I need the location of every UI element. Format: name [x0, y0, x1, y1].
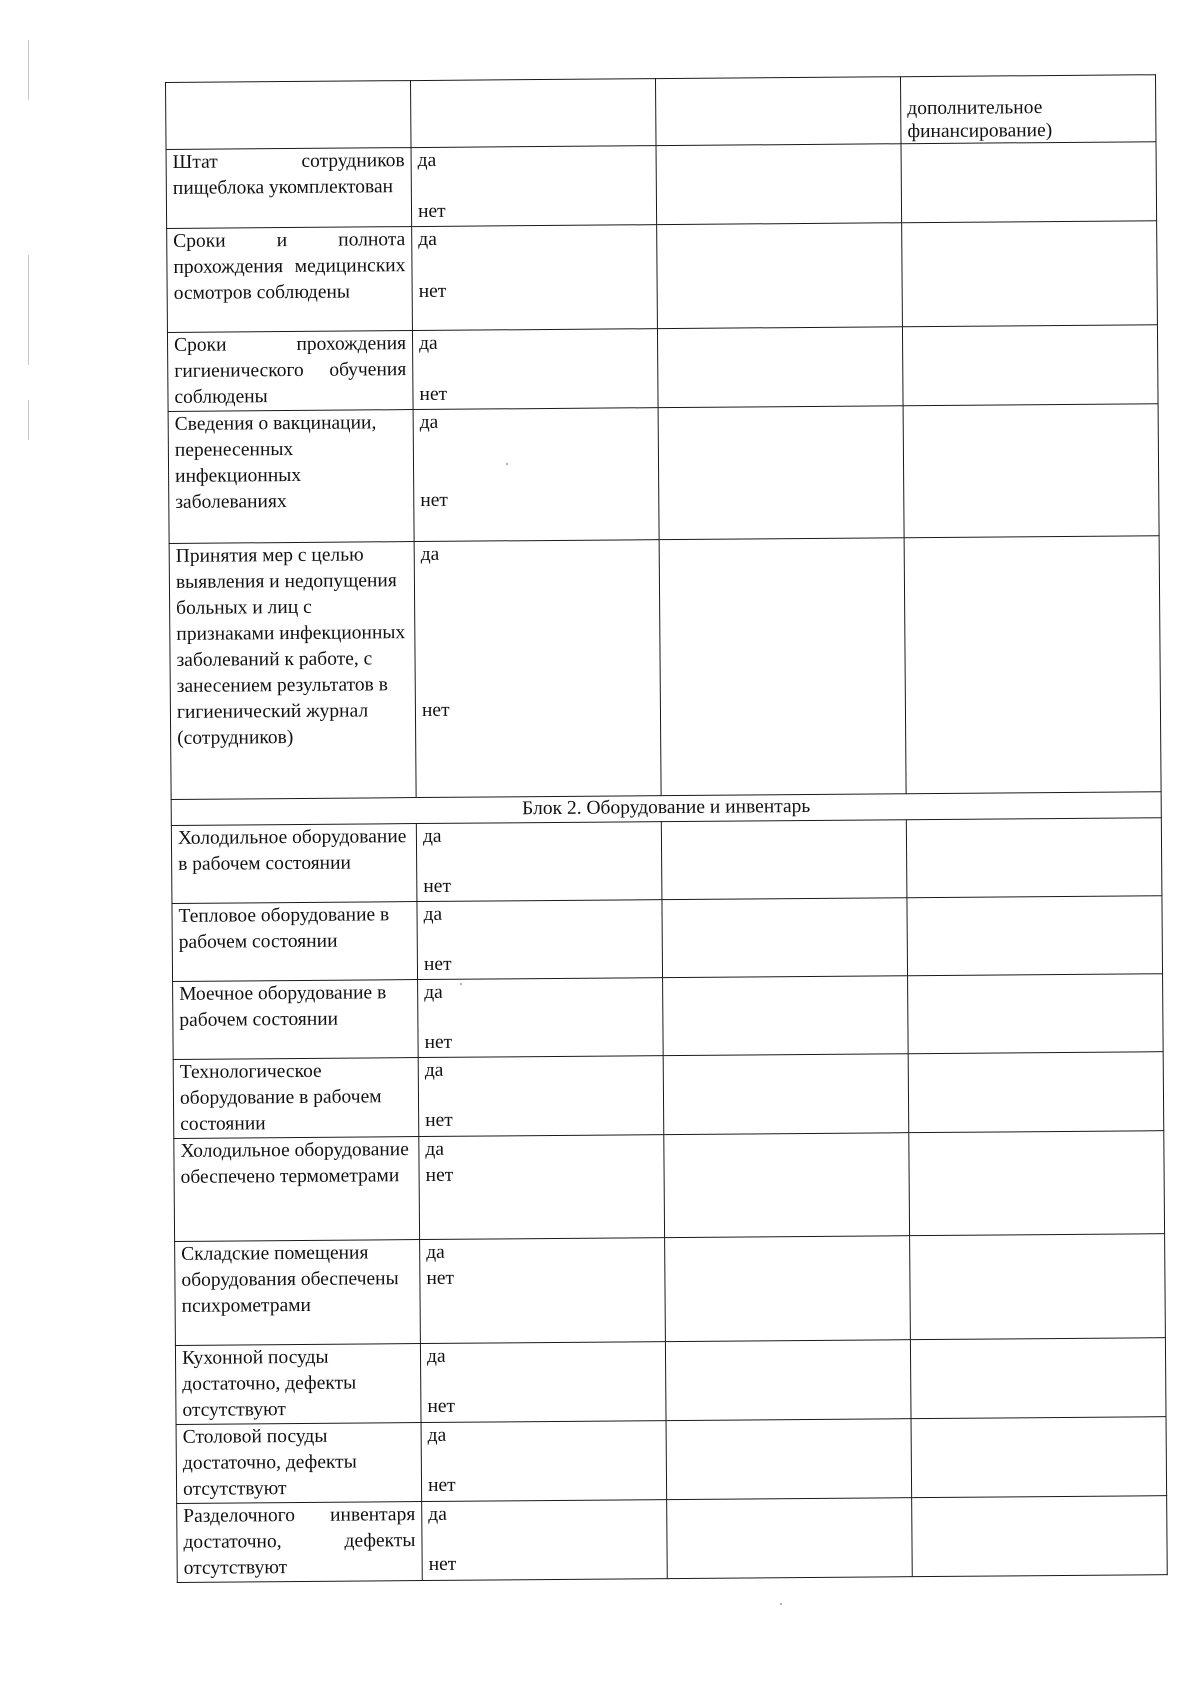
- criterion-cell: Кухонной посуды достаточно, дефекты отсутствуют: [175, 1344, 421, 1425]
- header-row: [166, 75, 1156, 150]
- empty-cell: [665, 1340, 911, 1421]
- answer-cell: [420, 1342, 666, 1423]
- scan-margin-mark: [28, 255, 29, 365]
- criterion-cell: Холодильное оборудование обеспечено термометрами: [174, 1137, 420, 1242]
- table-row: [166, 142, 1157, 229]
- answer-cell: [414, 540, 661, 798]
- answer-cell: [418, 1056, 664, 1137]
- criterion-cell: Разделочного инвентаря достаточно, дефекты отсутствуют: [177, 1502, 423, 1583]
- criterion-cell: Столовой посуды достаточно, дефекты отсутствуют: [176, 1423, 422, 1504]
- table-row: [172, 896, 1163, 982]
- answer-yes: да: [418, 332, 438, 355]
- empty-cell: [907, 896, 1163, 976]
- answer-no: нет: [425, 1109, 453, 1131]
- block-2-title: Блок 2. Оборудование и инвентарь: [171, 792, 1161, 826]
- answer-yes: да: [428, 1503, 447, 1525]
- answer-no: нет: [417, 200, 446, 223]
- empty-cell: [909, 1131, 1165, 1236]
- answer-no: нет: [420, 489, 449, 512]
- answer-cell: [417, 900, 663, 980]
- answer-no: нет: [419, 383, 448, 406]
- criterion-cell: Штат сотрудников пищеблока укомплектован: [166, 148, 412, 229]
- empty-cell: [912, 1496, 1168, 1577]
- empty-cell: [656, 144, 902, 225]
- criterion-cell: Складские помещения оборудования обеспечены психрометрами: [175, 1240, 421, 1346]
- empty-cell: [657, 327, 903, 408]
- scan-margin-mark: [28, 40, 29, 100]
- answer-no: нет: [427, 1474, 456, 1496]
- empty-cell: [908, 1052, 1164, 1133]
- table-row: [171, 818, 1162, 904]
- table-row: [168, 404, 1159, 544]
- empty-cell: [663, 1054, 909, 1135]
- empty-cell: [911, 1417, 1167, 1498]
- answer-no: нет: [421, 699, 450, 722]
- answer-cell: [419, 1135, 665, 1240]
- answer-yes: да: [427, 1424, 447, 1446]
- answer-yes: да: [420, 543, 440, 566]
- answer-no: нет: [428, 1553, 457, 1575]
- empty-cell: [904, 536, 1161, 794]
- inspection-table: [165, 74, 1168, 1583]
- criterion-cell: Сроки и полнота прохождения медицинских осмотров соблюдены: [167, 227, 413, 333]
- criterion-cell: Холодильное оборудование в рабочем состоянии: [171, 824, 417, 904]
- empty-cell: [902, 325, 1158, 406]
- answer-cell: [420, 1238, 666, 1344]
- empty-cell: [908, 974, 1164, 1054]
- scan-speck: [780, 1603, 782, 1605]
- answer-no: нет: [426, 1267, 455, 1289]
- empty-cell: [666, 1419, 912, 1500]
- criterion-cell: Моечное оборудование в рабочем состоянии: [173, 980, 419, 1060]
- answer-yes: да: [422, 825, 442, 847]
- table-row: [175, 1338, 1166, 1425]
- table-row: [169, 536, 1161, 800]
- answer-cell: [416, 822, 662, 902]
- empty-cell: [906, 818, 1162, 898]
- header-note: дополнительное финансирование): [907, 97, 1053, 143]
- answer-yes: да: [424, 1059, 444, 1081]
- empty-cell: [903, 404, 1159, 538]
- header-cell-criterion: [166, 81, 412, 150]
- empty-cell: [658, 406, 904, 540]
- answer-cell: [412, 329, 658, 410]
- answer-yes: да: [426, 1241, 445, 1263]
- answer-no: нет: [423, 953, 452, 975]
- answer-no: нет: [425, 1164, 454, 1186]
- empty-cell: [657, 223, 903, 329]
- answer-cell: [413, 408, 659, 542]
- answer-yes: да: [426, 1345, 446, 1367]
- empty-cell: [665, 1236, 911, 1342]
- criterion-cell: Технологическое оборудование в рабочем состоянии: [173, 1058, 419, 1139]
- answer-yes: да: [423, 903, 443, 925]
- empty-cell: [667, 1498, 913, 1579]
- table-row: [167, 325, 1158, 412]
- answer-cell: [421, 1421, 667, 1502]
- answer-no: нет: [427, 1395, 456, 1417]
- answer-cell: [418, 978, 664, 1058]
- table-row: [175, 1234, 1166, 1346]
- empty-cell: [663, 976, 909, 1056]
- table-row: [174, 1131, 1165, 1242]
- empty-cell: [661, 820, 907, 900]
- header-cell-note: [900, 75, 1156, 144]
- table-row: [167, 221, 1158, 333]
- answer-no: нет: [423, 875, 452, 897]
- table-row: [173, 1052, 1164, 1139]
- answer-cell: [412, 225, 658, 331]
- scan-margin-mark: [28, 400, 29, 440]
- table-row: [176, 1417, 1167, 1504]
- table-row: [173, 974, 1164, 1060]
- answer-yes: да: [417, 149, 437, 172]
- table-row: [177, 1496, 1168, 1583]
- answer-cell: [422, 1500, 668, 1581]
- criterion-cell: Сведения о вакцинации, перенесенных инфекционных заболеваниях: [168, 410, 414, 544]
- empty-cell: [664, 1133, 910, 1238]
- answer-yes: да: [419, 411, 439, 434]
- empty-cell: [910, 1338, 1166, 1419]
- empty-cell: [901, 142, 1157, 223]
- answer-yes: да: [424, 981, 443, 1003]
- empty-cell: [902, 221, 1158, 327]
- criterion-cell: Принятия мер с целью выявления и недопущения больных и лиц с признаками инфекционных заболеваний к работе, с занесением результатов в гигиенический журнал (сотрудников): [169, 542, 416, 800]
- criterion-cell: Сроки прохождения гигиенического обучения соблюдены: [167, 331, 413, 412]
- answer-yes: да: [425, 1138, 445, 1160]
- criterion-cell: Тепловое оборудование в рабочем состоянии: [172, 902, 418, 982]
- answer-yes: да: [418, 228, 437, 251]
- empty-cell: [662, 898, 908, 978]
- answer-cell: [411, 146, 657, 227]
- answer-no: нет: [418, 280, 447, 303]
- empty-cell: [659, 538, 906, 796]
- answer-no: нет: [424, 1031, 453, 1053]
- empty-cell: [910, 1234, 1166, 1340]
- header-cell-answer: [410, 79, 656, 148]
- header-cell-comment: [655, 77, 901, 146]
